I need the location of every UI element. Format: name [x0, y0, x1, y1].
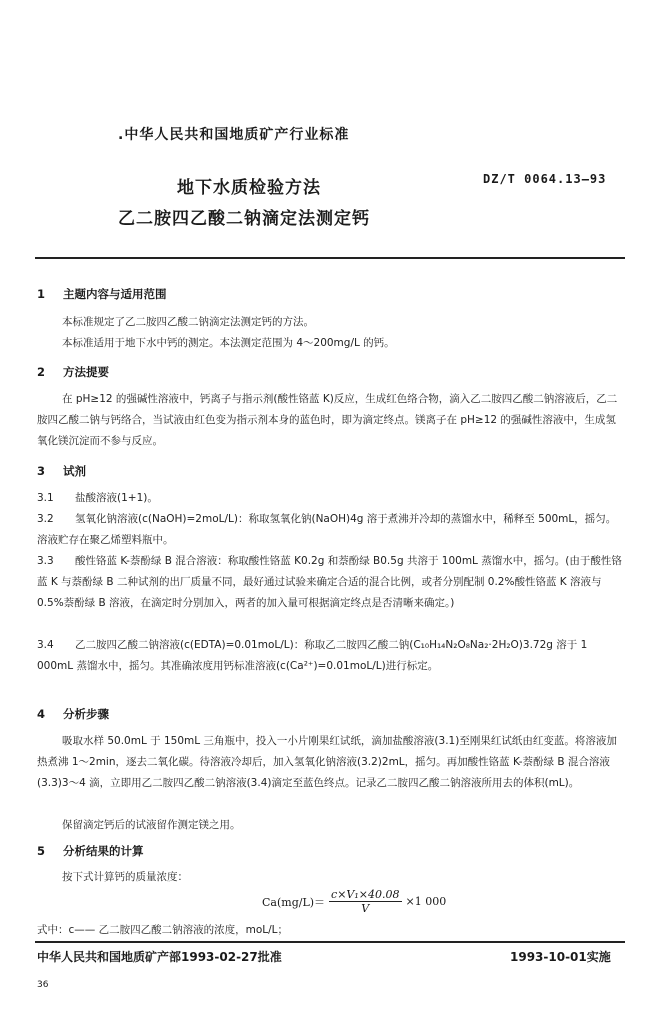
section-number: 3	[37, 464, 46, 478]
paragraph: 保留滴定钙后的试液留作测定镁之用。	[62, 819, 241, 831]
section-title: 试剂	[63, 464, 86, 478]
formula-lhs: Ca(mg/L)＝	[262, 895, 326, 909]
list-item	[37, 509, 625, 551]
section-title: 分析步骤	[63, 707, 109, 721]
formula-rhs: ×1 000	[405, 895, 447, 908]
formula-numerator: c×V₁×40.08	[331, 888, 400, 901]
item-text: 酸性铬蓝 K-萘酚绿 B 混合溶液：称取酸性铬蓝 K0.2g 和萘酚绿 B0.5g 共溶于 100mL 蒸馏水中，摇匀。(由于酸性铬蓝 K 与萘酚绿 B 二种试剂的出厂质量不同，最好通过试验来确定合适的混合比例，或者分别配制 0.2%酸性铬蓝 K 溶液与 0.5%萘酚绿 B 溶液，在滴定时分别加入，两者的加入量可根据滴定终点是否清晰来确定。)	[37, 555, 622, 609]
paragraph: 在 pH≥12 的强碱性溶液中，钙离子与指示剂(酸性铬蓝 K)反应，生成红色络合物，滴入乙二胺四乙酸二钠溶液后，乙二胺四乙酸二钠与钙络合，当试液由红色变为指示剂本身的蓝色时，即为滴定终点。镁离子在 pH≥12 的强碱性溶液中，生成氢氧化镁沉淀而不参与反应。	[37, 393, 618, 447]
variable-definition: 式中：c—— 乙二胺四乙酸二钠溶液的浓度，moL/L；	[37, 924, 288, 936]
formula-denominator: V	[361, 902, 370, 915]
approval-note: 中华人民共和国地质矿产部1993-02-27批准	[37, 950, 282, 964]
page-number: 36	[37, 980, 49, 990]
section-number: 1	[37, 287, 46, 301]
section-4-heading	[37, 706, 109, 722]
paragraph: 本标准规定了乙二胺四乙酸二钠滴定法测定钙的方法。	[62, 316, 314, 328]
issuing-organization: .中华人民共和国地质矿产行业标准	[118, 127, 350, 143]
footer-divider	[35, 941, 625, 943]
item-number: 3.2	[37, 513, 54, 525]
document-title-line1: 地下水质检验方法	[177, 178, 321, 198]
header-divider	[35, 257, 625, 259]
paragraph: 本标准适用于地下水中钙的测定。本法测定范围为 4～200mg/L 的钙。	[62, 337, 395, 349]
section-3-heading	[37, 463, 86, 479]
item-text: 乙二胺四乙酸二钠溶液(c(EDTA)=0.01moL/L)：称取乙二胺四乙酸二钠(C₁₀H₁₄N₂O₈Na₂·2H₂O)3.72g 溶于 1 000mL 蒸馏水中，摇匀。其准确浓度用钙标准溶液(c(Ca²⁺)=0.01moL/L)进行标定。	[37, 639, 588, 672]
section-5-heading	[37, 843, 144, 859]
document-title-line2: 乙二胺四乙酸二钠滴定法测定钙	[118, 209, 370, 229]
section-title: 方法提要	[63, 365, 109, 379]
paragraph: 吸取水样 50.0mL 于 150mL 三角瓶中，投入一小片刚果红试纸，滴加盐酸溶液(3.1)至刚果红试纸由红变蓝。将溶液加热煮沸 1～2min，逐去二氧化碳。待溶液冷却后，加入氢氧化钠溶液(3.2)2mL，摇匀。再加酸性铬蓝 K-萘酚绿 B 混合溶液(3.3)3～4 滴，立即用乙二胺四乙酸二钠溶液(3.4)滴定至蓝色终点。记录乙二胺四乙酸二钠溶液所用去的体积(mL)。	[37, 735, 617, 789]
section-title: 分析结果的计算	[63, 844, 144, 858]
calculation-formula	[262, 888, 446, 915]
item-number: 3.1	[37, 492, 54, 504]
section-2-heading	[37, 364, 109, 380]
section-number: 5	[37, 844, 46, 858]
standard-number: DZ/T 0064.13—93	[483, 172, 607, 186]
paragraph: 按下式计算钙的质量浓度：	[62, 871, 188, 883]
section-number: 4	[37, 707, 46, 721]
list-item	[37, 551, 625, 614]
item-text: 氢氧化钠溶液(c(NaOH)=2moL/L)：称取氢氧化钠(NaOH)4g 溶于煮沸并冷却的蒸馏水中，稀释至 500mL，摇匀。溶液贮存在聚乙烯塑料瓶中。	[37, 513, 617, 546]
item-text: 盐酸溶液(1+1)。	[75, 492, 158, 504]
section-1-heading	[37, 286, 167, 302]
list-item	[37, 488, 625, 509]
list-item	[37, 635, 625, 677]
item-number: 3.4	[37, 639, 54, 651]
formula-fraction	[329, 888, 401, 915]
item-number: 3.3	[37, 555, 54, 567]
section-number: 2	[37, 365, 46, 379]
section-title: 主题内容与适用范围	[63, 287, 167, 301]
implementation-date: 1993-10-01实施	[510, 950, 611, 964]
